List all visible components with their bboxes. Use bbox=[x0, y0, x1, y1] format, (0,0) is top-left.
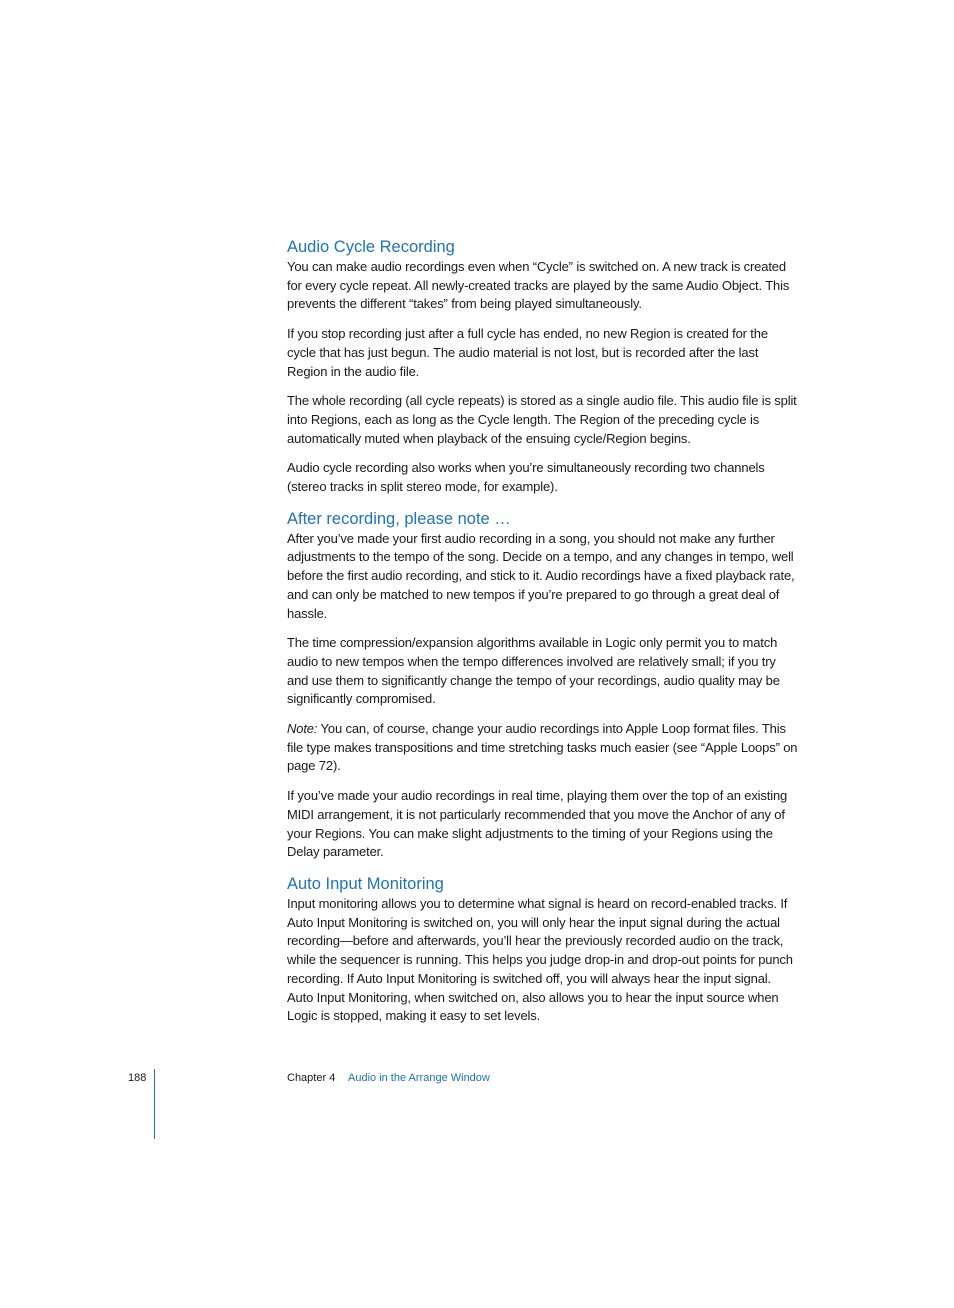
body-paragraph: After you’ve made your first audio recording in a song, you should not make any further adjustments to the tempo of the song. Decide on a tempo, and any changes in tempo, well before the first audio recording, and stick to it. Audio recordings have a fixed playback rate, and can only be matched to new tempos if you’re prepared to go through a great deal of hassle. bbox=[287, 530, 795, 621]
chapter-label: Chapter 4 bbox=[287, 1072, 336, 1084]
page-footer bbox=[0, 1069, 954, 1089]
section-heading-auto-input-monitoring: Auto Input Monitoring bbox=[287, 874, 444, 893]
page-content bbox=[287, 236, 799, 1026]
note-text: You can, of course, change your audio recordings into Apple Loop format files. This file type makes transpositions and time stretching tasks much easier (see “Apple Loops” on page 72). bbox=[287, 721, 798, 774]
body-paragraph: The whole recording (all cycle repeats) is stored as a single audio file. This audio file is split into Regions, each as long as the Cycle length. The Region of the preceding cycle is automatically muted when playback of the ensuing cycle/Region begins. bbox=[287, 393, 797, 446]
body-paragraph: Audio cycle recording also works when you’re simultaneously recording two channels (stereo tracks in split stereo mode, for example). bbox=[287, 460, 765, 495]
section-heading-audio-cycle-recording: Audio Cycle Recording bbox=[287, 238, 455, 256]
body-paragraph: Input monitoring allows you to determine what signal is heard on record-enabled tracks. If Auto Input Monitoring is switched on, you will only hear the input signal during the actual recording—before and afterwards, you’ll hear the previously recorded audio on the track, while the sequencer is running. This helps you judge drop-in and drop-out points for punch recording. If Auto Input Monitoring is switched off, you will always hear the input signal. Auto Input Monitoring, when switched on, also allows you to hear the input source when Logic is stopped, making it easy to set levels. bbox=[287, 895, 793, 1024]
body-paragraph: If you stop recording just after a full cycle has ended, no new Region is created for the cycle that has just begun. The audio material is not lost, but is recorded after the last Region in the audio file. bbox=[287, 326, 768, 379]
note-paragraph bbox=[287, 720, 799, 776]
body-paragraph: You can make audio recordings even when “Cycle” is switched on. A new track is created for every cycle repeat. All newly-created tracks are played by the same Audio Object. This prevents the different “takes” from being played simultaneously. bbox=[287, 259, 790, 312]
note-label: Note: bbox=[287, 721, 318, 737]
section-heading-after-recording: After recording, please note … bbox=[287, 509, 511, 528]
chapter-title: Audio in the Arrange Window bbox=[348, 1072, 490, 1084]
page-number: 188 bbox=[128, 1072, 147, 1084]
body-paragraph: The time compression/expansion algorithms available in Logic only permit you to match audio to new tempos when the tempo differences involved are relatively small; if you try and use them to significantly change the tempo of your recordings, audio quality may be significantly compromised. bbox=[287, 635, 780, 707]
body-paragraph: If you’ve made your audio recordings in real time, playing them over the top of an existing MIDI arrangement, it is not particularly recommended that you move the Anchor of any of your Regions. You can make slight adjustments to the timing of your Regions using the Delay parameter. bbox=[287, 788, 788, 860]
